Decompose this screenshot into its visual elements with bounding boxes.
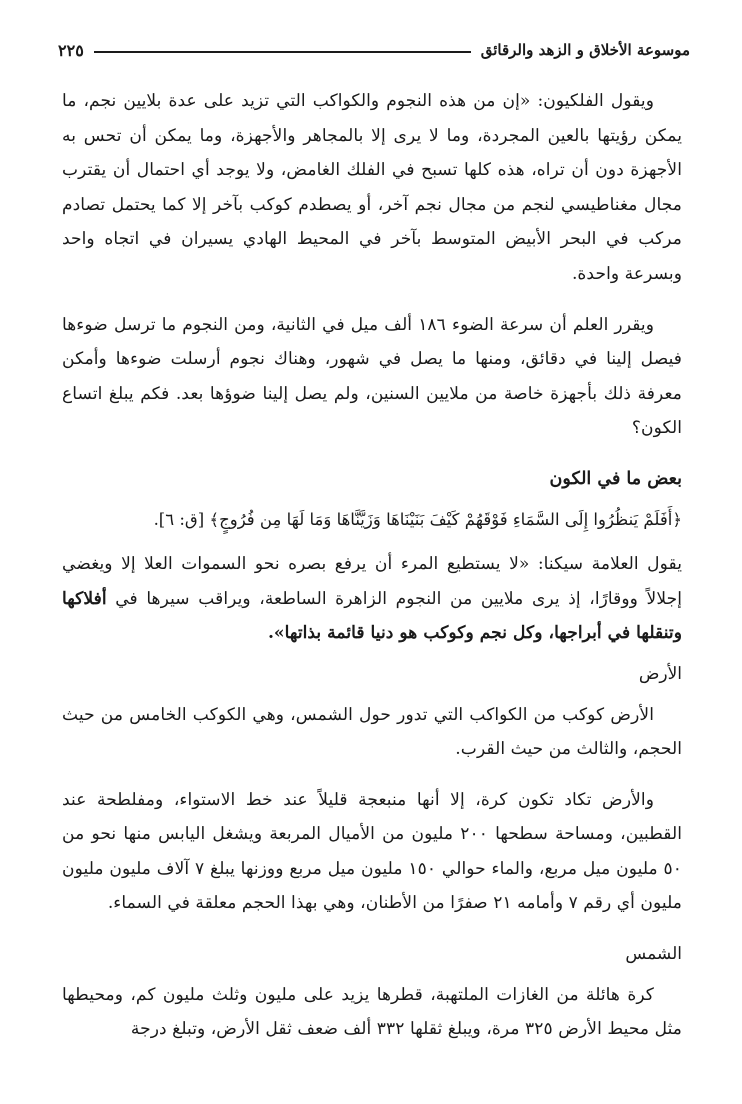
paragraph-earth-shape: والأرض تكاد تكون كرة، إلا أنها منبعجة قليلاً عند خط الاستواء، ومفلطحة عند القطبين، ومساحة سطحها ٢٠٠ مليون من الأميال المربعة ويشغل اليابس منها نحو من ٥٠ مليون ميل مربع، والماء حوالي ١٥٠ مليون ميل مربع ووزنها يبلغ ٧ آلاف مليون مليون مليون أي رقم ٧ وأمامه ٢١ صفرًا من الأطنان، وهي بهذا الحجم معلقة في السماء. bbox=[62, 789, 682, 914]
paragraph-sun: كرة هائلة من الغازات الملتهبة، قطرها يزيد على مليون وثلث مليون كم، ومحيطها مثل محيط الأرض ٣٢٥ مرة، ويبلغ ثقلها ٣٣٢ ألف ضعف ثقل الأرض، وتبلغ درجة bbox=[62, 984, 682, 1040]
running-header bbox=[58, 38, 690, 62]
book-title: موسوعة الأخلاق و الزهد والرقائق bbox=[480, 41, 690, 59]
section-heading-earth: الأرض bbox=[638, 663, 682, 684]
paragraph-earth-intro: الأرض كوكب من الكواكب التي تدور حول الشمس، وهي الكوكب الخامس من حيث الحجم، والثالث من حيث القرب. bbox=[62, 704, 682, 760]
section-heading-sun: الشمس bbox=[625, 944, 682, 965]
quran-verse: ﴿أَفَلَمْ يَنظُرُوا إِلَى السَّمَاءِ فَوْقَهُمْ كَيْفَ بَنَيْنَاهَا وَزَيَّنَّاهَا وَمَا لَهَا مِن فُرُوجٍ﴾ [ق: ٦]. bbox=[153, 509, 682, 529]
quote-text-bold: أفلاكها وتنقلها في أبراجها، وكل نجم وكوكب هو دنيا قائمة بذاتها». bbox=[62, 588, 682, 644]
header-rule bbox=[94, 51, 471, 53]
paragraph-seekna-quote bbox=[62, 547, 682, 651]
quote-text: يقول العلامة سيكنا: «لا يستطيع المرء أن يرفع بصره نحو السموات العلا إلا ويغضي إجلالاً ووقارًا، إذ يرى ملايين من النجوم الزاهرة الساطعة، ويراقب سيرها في bbox=[62, 554, 683, 609]
body-text bbox=[62, 84, 682, 1063]
paragraph-speed-of-light: ويقرر العلم أن سرعة الضوء ١٨٦ ألف ميل في الثانية، ومن النجوم ما ترسل ضوءها فيصل إلينا في دقائق، ومنها ما يصل في شهور، وهناك نجوم أرسلت ضوءها وأمكن معرفة ذلك بأجهزة خاصة من ملايين السنين، ولم يصل إلينا ضوؤها بعد. فكم يبلغ اتساع الكون؟ bbox=[62, 314, 682, 439]
section-heading-universe: بعض ما في الكون bbox=[549, 468, 682, 489]
page-number: ٢٢٥ bbox=[58, 40, 84, 60]
paragraph-astronomers: ويقول الفلكيون: «إن من هذه النجوم والكواكب التي تزيد على عدة بلايين نجم، ما يمكن رؤيتها بالعين المجردة، وما لا يرى إلا بالمجاهر والأجهزة، وما يمكن أن تحس به الأجهزة دون أن تراه، هذه كلها تسبح في الفلك الغامض، ولا يوجد أي احتمال أن يقترب مجال مغناطيسي لنجم من مجال نجم آخر، أو يصطدم كوكب بآخر إلا كما يحتمل تصادم مركب في البحر الأبيض المتوسط بآخر في المحيط الهادي يسيران في اتجاه واحد وبسرعة واحدة. bbox=[62, 91, 682, 284]
